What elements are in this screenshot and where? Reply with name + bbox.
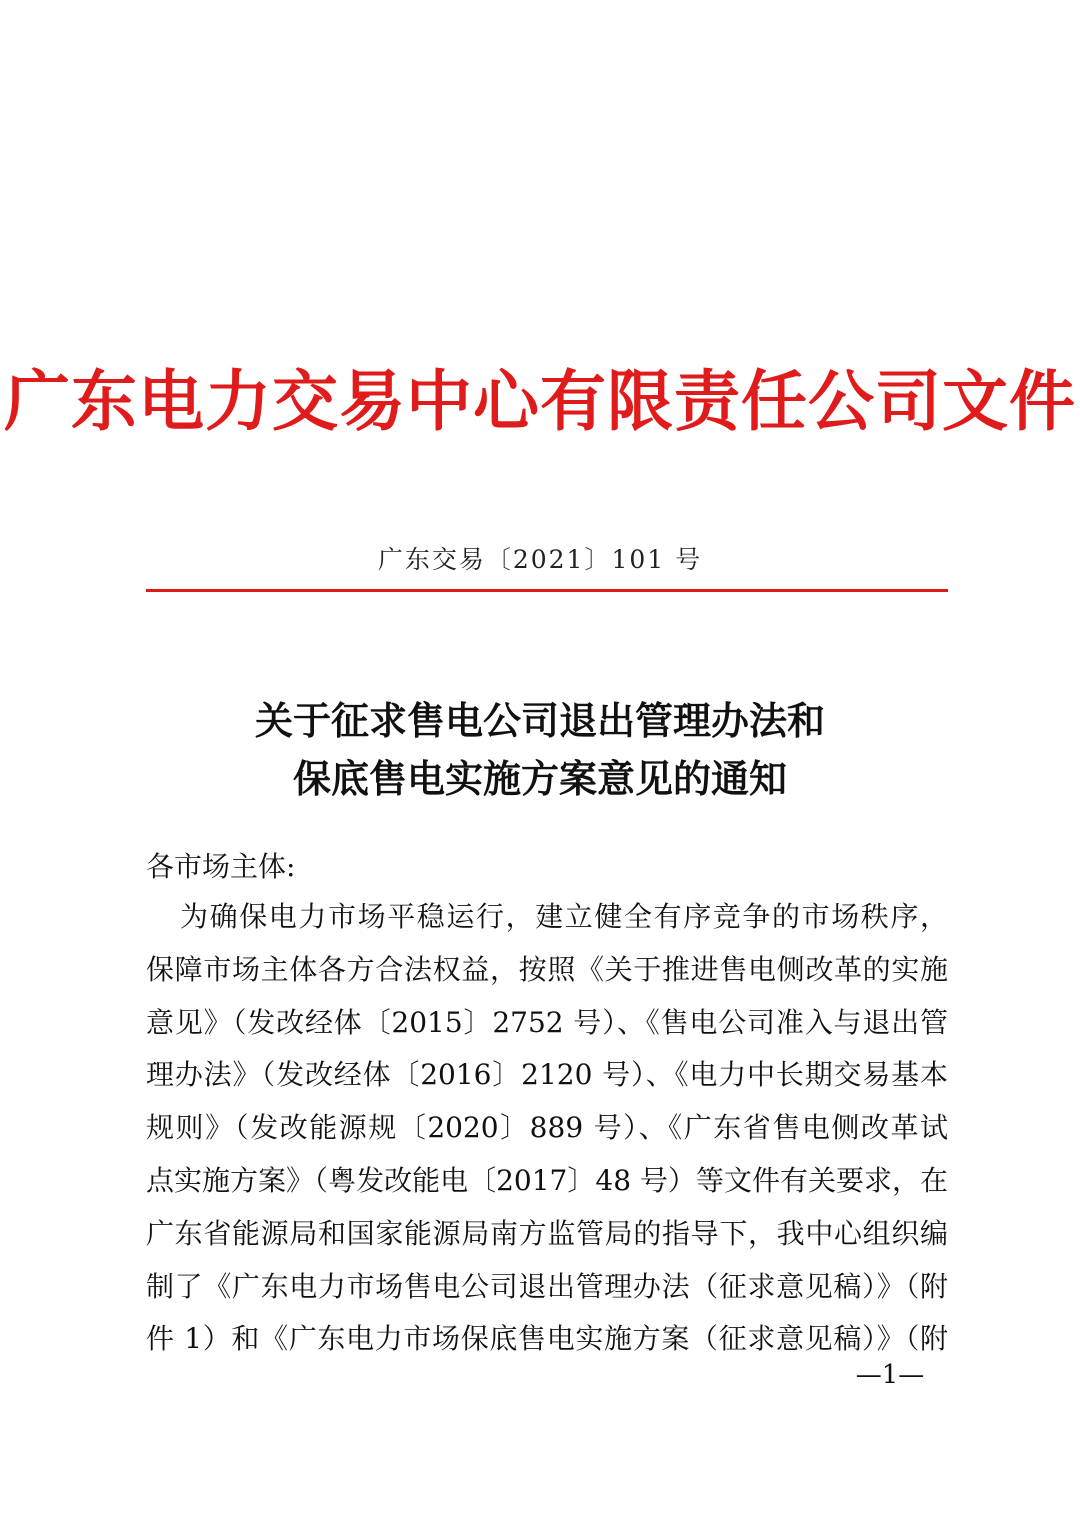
notice-title-line-1: 关于征求售电公司退出管理办法和	[254, 698, 825, 743]
notice-title	[0, 692, 1080, 808]
body-line: 为确保电力市场平稳运行，建立健全有序竞争的市场秩序，	[180, 900, 948, 933]
body-line: 制了《广东电力市场售电公司退出管理办法（征求意见稿）》（附	[146, 1269, 948, 1303]
body-line: 意见》（发改经体〔2015〕2752 号）、《售电公司准入与退出管	[146, 1005, 948, 1039]
page-number: —1—	[855, 1360, 925, 1390]
body-line: 广东省能源局和国家能源局南方监管局的指导下，我中心组织编	[146, 1216, 948, 1250]
body-line: 件 1）和《广东电力市场保底售电实施方案（征求意见稿）》（附	[146, 1322, 948, 1356]
document-number: 广东交易〔2021〕101 号	[377, 545, 703, 574]
body-line: 点实施方案》（粤发改能电〔2017〕48 号）等文件有关要求，在	[146, 1163, 948, 1197]
body-line: 理办法》（发改经体〔2016〕2120 号）、《电力中长期交易基本	[146, 1058, 948, 1092]
body-line: 规则》（发改能源规〔2020〕889 号）、《广东省售电侧改革试	[146, 1111, 948, 1145]
masthead: 广东电力交易中心有限责任公司文件	[4, 363, 1076, 440]
salutation: 各市场主体:	[146, 850, 296, 883]
red-divider-rule	[146, 589, 948, 592]
notice-title-line-2: 保底售电实施方案意见的通知	[292, 756, 787, 801]
body-text	[146, 895, 948, 1370]
body-line: 保障市场主体各方合法权益，按照《关于推进售电侧改革的实施	[146, 952, 948, 986]
